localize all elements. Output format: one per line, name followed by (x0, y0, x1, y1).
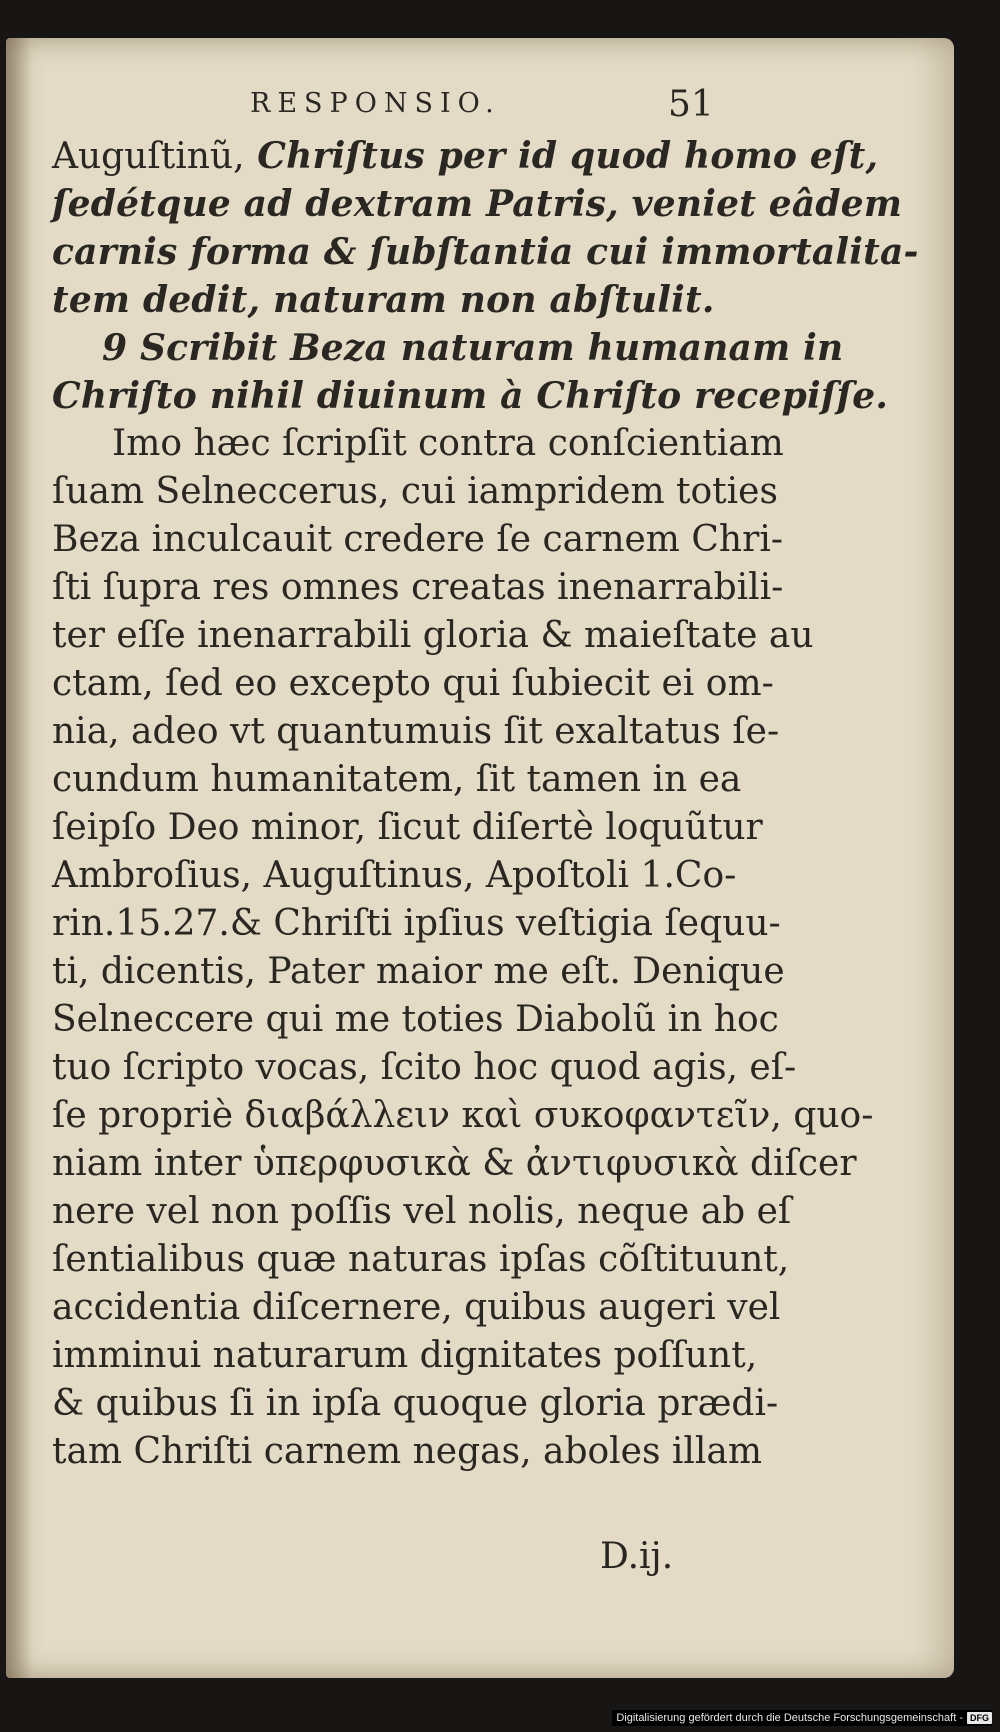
dfg-logo: DFG (967, 1712, 992, 1724)
text-line: rin.15.27.& Chriſti ipſius veſtigia ſequu- (52, 903, 781, 944)
text-line: & quibus ſi in ipſa quoque gloria prædi- (52, 1383, 779, 1424)
text-line: ſentialibus quæ naturas ipſas cõſtituunt, (52, 1239, 790, 1280)
text-line: niam inter ὑπερφυσικὰ & ἀντιφυσικὰ diſcer (52, 1143, 857, 1184)
text-line: ti, dicentis, Pater maior me eſt. Denique (52, 951, 785, 992)
credit-text: Digitalisierung gefördert durch die Deutsche Forschungsgemeinschaft - (616, 1712, 963, 1724)
text-line: 9 Scribit Beza naturam humanam in (102, 327, 844, 369)
text-line: tuo ſcripto vocas, ſcito hoc quod agis, eſ- (52, 1047, 797, 1088)
text-line: carnis forma & ſubſtantia cui immortalita- (52, 231, 919, 273)
text-line (52, 132, 879, 180)
text-line: Imo hæc ſcripſit contra conſcientiam (112, 423, 784, 464)
text-line: Ambroſius, Auguſtinus, Apoſtoli 1.Co- (52, 855, 737, 896)
running-head: RESPONSIO. (250, 88, 501, 119)
text-line: nere vel non poſſis vel nolis, neque ab eſ (52, 1191, 792, 1232)
text-segment-roman: Auguſtinũ, (52, 136, 245, 177)
signature-mark: D.ij. (600, 1536, 674, 1577)
text-line: ctam, ſed eo excepto qui ſubiecit ei om- (52, 663, 774, 704)
text-line: ter eſſe inenarrabili gloria & maieſtate au (52, 615, 814, 656)
page-gutter-shadow (6, 38, 32, 1678)
text-line: ſti ſupra res omnes creatas inenarrabili- (52, 567, 784, 608)
text-line: Chriſto nihil diuinum à Chriſto recepiſſe. (52, 375, 889, 417)
text-line: tem dedit, naturam non abſtulit. (52, 279, 715, 321)
text-line: Beza inculcauit credere ſe carnem Chri- (52, 519, 784, 560)
text-line: imminui naturarum dignitates poſſunt, (52, 1335, 758, 1376)
text-line: nia, adeo vt quantumuis ſit exaltatus ſe- (52, 711, 780, 752)
text-line: Selneccere qui me toties Diabolũ in hoc (52, 999, 779, 1040)
text-line: ſuam Selneccerus, cui iampridem toties (52, 471, 778, 512)
text-line: ſe propriè διαβάλλειν καὶ συκοφαντεῖν, quo- (52, 1095, 874, 1136)
text-line: ſedétque ad dextram Patris, veniet eâdem (52, 183, 903, 225)
text-segment-italic: Chriſtus per id quod homo eſt, (244, 135, 879, 177)
digitization-credit (612, 1710, 992, 1726)
text-line: ſeipſo Deo minor, ſicut diſertè loquũtur (52, 807, 763, 848)
text-line: tam Chriſti carnem negas, aboles illam (52, 1431, 763, 1472)
body-text (52, 132, 919, 1476)
page-number: 51 (668, 84, 714, 125)
text-line: accidentia diſcernere, quibus augeri vel (52, 1287, 781, 1328)
text-line: cundum humanitatem, ſit tamen in ea (52, 759, 742, 800)
